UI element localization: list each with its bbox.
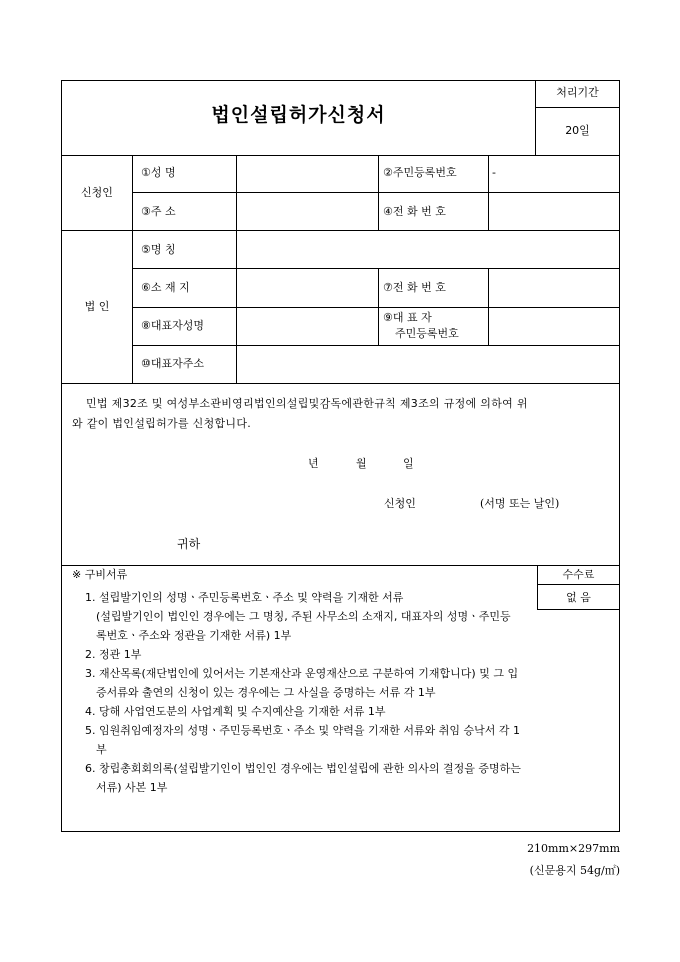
required-documents-list bbox=[85, 588, 613, 797]
divider bbox=[378, 268, 379, 345]
applicant-name-label: ①성 명 bbox=[141, 166, 176, 179]
list-item: 2. 정관 1부 bbox=[85, 648, 142, 661]
list-item: (설립발기인이 법인인 경우에는 그 명칭, 주된 사무소의 소재지, 대표자의 성명ㆍ주민등 bbox=[96, 610, 511, 623]
statement-line-2: 와 같이 법인설립허가를 신청합니다. bbox=[72, 417, 252, 430]
divider bbox=[236, 155, 237, 383]
divider bbox=[132, 155, 133, 383]
list-item: 부 bbox=[96, 743, 107, 756]
applicant-address-label: ③주 소 bbox=[141, 205, 176, 218]
date-month-label: 월 bbox=[356, 457, 367, 470]
list-item: 서류) 사본 1부 bbox=[96, 781, 168, 794]
applicant-phone-label: ④전 화 번 호 bbox=[383, 205, 446, 218]
date-year-label: 년 bbox=[308, 457, 319, 470]
signature-hint: (서명 또는 날인) bbox=[480, 497, 560, 510]
rep-rrn-label-line2: 주민등록번호 bbox=[395, 327, 459, 340]
corporation-section-label: 법 인 bbox=[84, 300, 110, 313]
applicant-rrn-field[interactable]: - bbox=[492, 166, 496, 179]
paper-type-note: (신문용지 54g/㎡) bbox=[529, 864, 620, 877]
rep-name-label: ⑧대표자성명 bbox=[141, 319, 204, 332]
rep-address-label: ⑩대표자주소 bbox=[141, 357, 204, 370]
list-item: 록번호ㆍ주소와 정관을 기재한 서류) 1부 bbox=[96, 629, 292, 642]
applicant-rrn-label: ②주민등록번호 bbox=[383, 166, 457, 179]
paper-size-note: 210mm×297mm bbox=[527, 842, 620, 855]
divider bbox=[62, 230, 620, 231]
applicant-section-label: 신청인 bbox=[81, 186, 113, 199]
processing-period-label: 처리기간 bbox=[556, 86, 599, 99]
divider bbox=[488, 155, 489, 230]
list-item: 1. 설립발기인의 성명ㆍ주민등록번호ㆍ주소 및 약력을 기재한 서류 bbox=[85, 591, 404, 604]
corp-name-label: ⑤명 칭 bbox=[141, 243, 176, 256]
date-day-label: 일 bbox=[403, 457, 414, 470]
divider bbox=[535, 107, 620, 108]
corp-location-label: ⑥소 재 지 bbox=[141, 281, 190, 294]
divider bbox=[537, 584, 620, 585]
fee-label: 수수료 bbox=[562, 568, 595, 581]
list-item: 6. 창립총회회의록(설립발기인이 법인인 경우에는 법인설립에 관한 의사의 결정을 증명하는 bbox=[85, 762, 521, 775]
divider bbox=[132, 192, 620, 193]
divider bbox=[132, 268, 620, 269]
divider bbox=[488, 268, 489, 345]
list-item: 증서류와 출연의 신청이 있는 경우에는 그 사실을 증명하는 서류 각 1부 bbox=[96, 686, 436, 699]
corp-phone-label: ⑦전 화 번 호 bbox=[383, 281, 446, 294]
fee-value: 없 음 bbox=[566, 591, 591, 604]
statement-text bbox=[72, 394, 612, 434]
divider bbox=[132, 307, 620, 308]
divider bbox=[62, 155, 620, 156]
divider bbox=[378, 155, 379, 230]
required-documents-heading: ※ 구비서류 bbox=[72, 568, 128, 581]
statement-line-1: 민법 제32조 및 여성부소관비영리법인의설립및감독에관한규칙 제3조의 규정에 의하여 위 bbox=[86, 397, 528, 410]
signer-label: 신청인 bbox=[384, 497, 416, 510]
recipient-label: 귀하 bbox=[177, 537, 201, 551]
rep-rrn-label: ⑨대 표 자 bbox=[383, 311, 432, 324]
list-item: 5. 임원취임예정자의 성명ㆍ주민등록번호ㆍ주소 및 약력을 기재한 서류와 취임 승낙서 각 1 bbox=[85, 724, 520, 737]
list-item: 3. 재산목록(재단법인에 있어서는 기본재산과 운영재산으로 구분하여 기재합니다) 및 그 입 bbox=[85, 667, 519, 680]
list-item: 4. 당해 사업연도분의 사업계획 및 수지예산을 기재한 서류 1부 bbox=[85, 705, 386, 718]
divider bbox=[62, 383, 620, 384]
processing-period-value: 20일 bbox=[565, 124, 590, 137]
page-title: 법인설립허가신청서 bbox=[211, 104, 386, 126]
divider bbox=[132, 345, 620, 346]
